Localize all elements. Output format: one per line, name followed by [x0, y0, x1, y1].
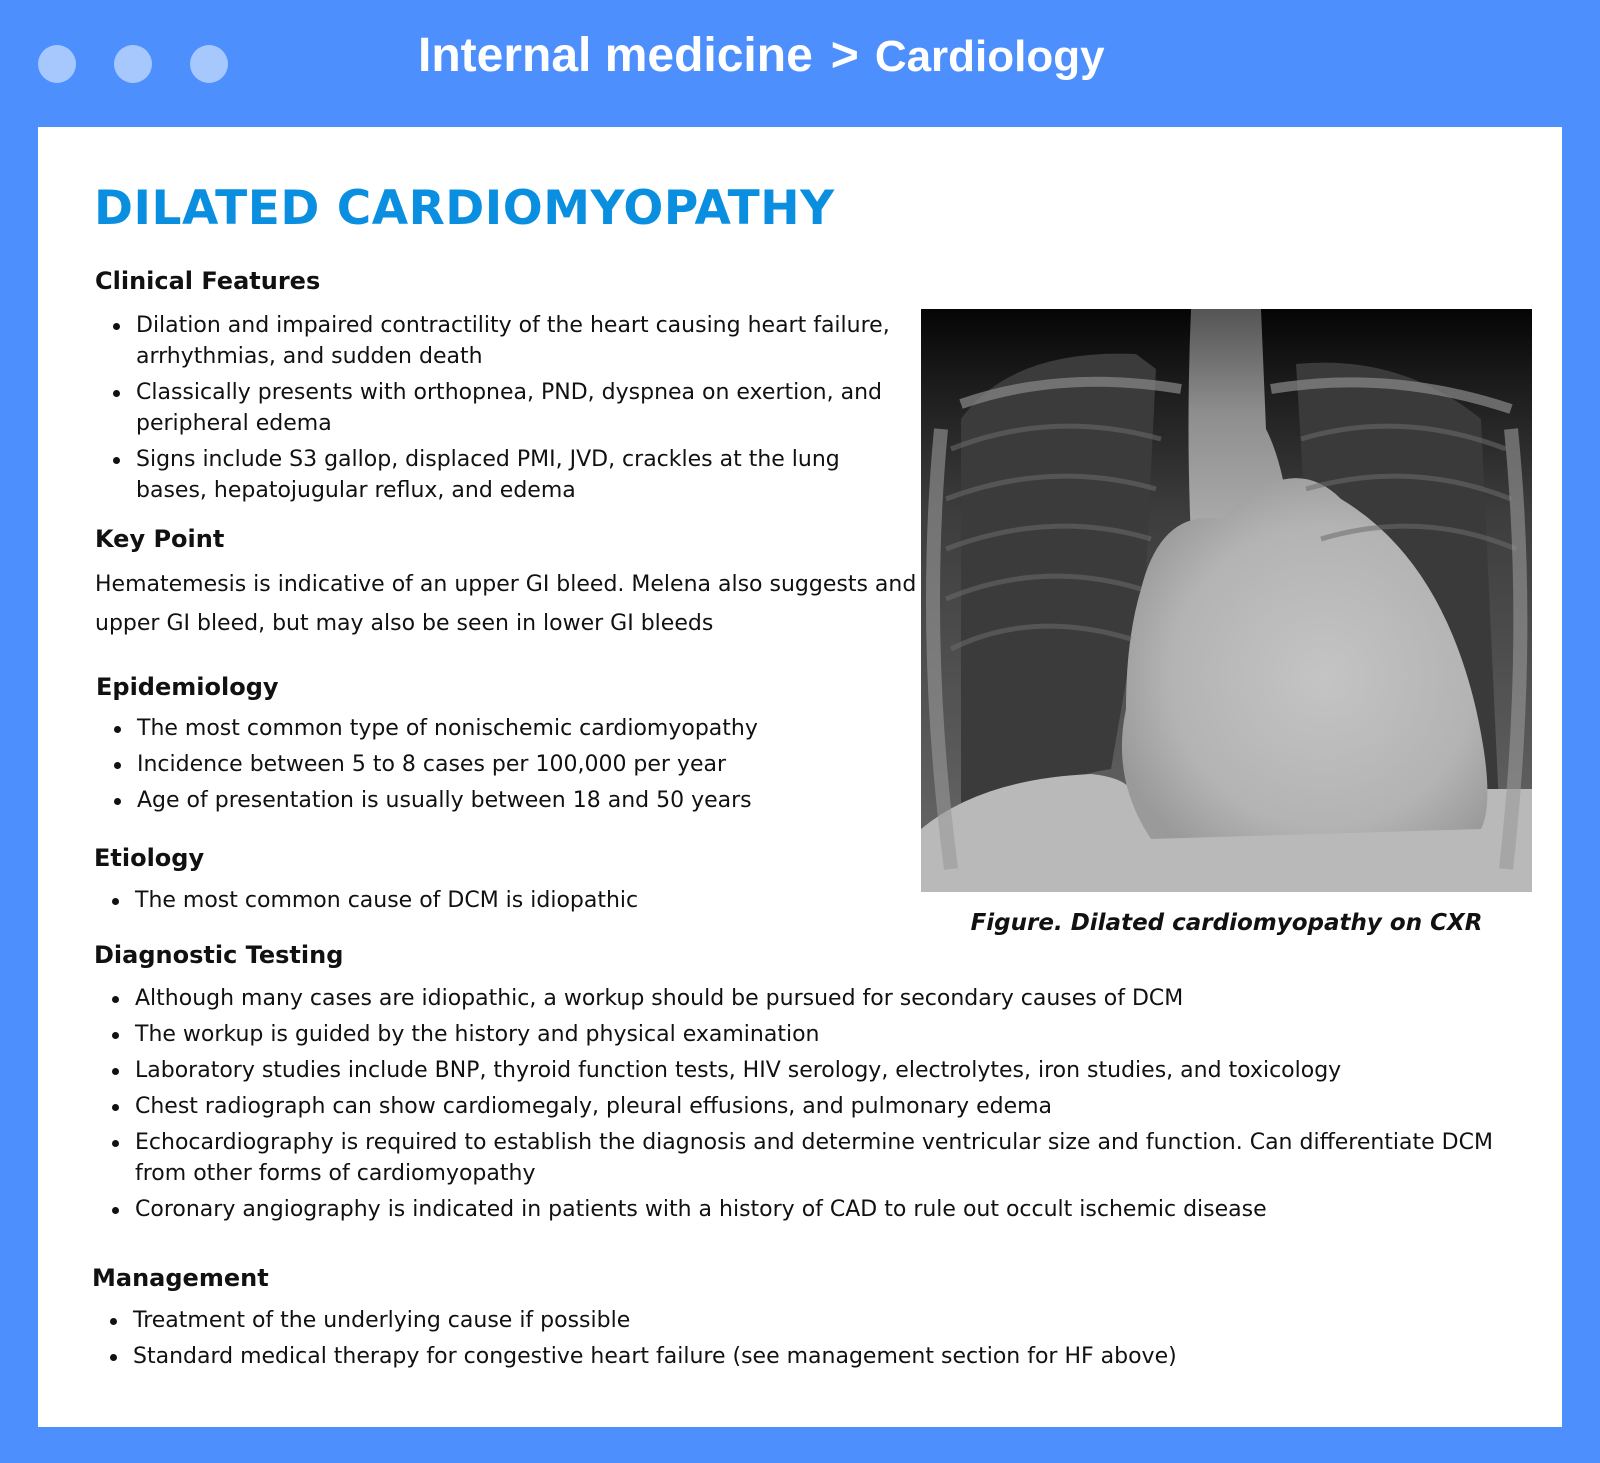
section-heading-diagnostic-testing: Diagnostic Testing — [94, 941, 344, 969]
list-item: Standard medical therapy for congestive heart failure (see management section for HF above) — [92, 1341, 1522, 1372]
window-control-dot[interactable] — [38, 45, 76, 83]
chest-xray-image — [921, 309, 1532, 892]
clinical-features-list — [95, 310, 895, 511]
section-heading-clinical-features: Clinical Features — [95, 267, 321, 295]
list-item: Signs include S3 gallop, displaced PMI, JVD, crackles at the lung bases, hepatojugular reflux, and edema — [95, 444, 895, 506]
chest-xray-illustration — [921, 309, 1532, 892]
list-item: Incidence between 5 to 8 cases per 100,000 per year — [96, 749, 876, 780]
window-control-dot[interactable] — [190, 45, 228, 83]
breadcrumb-separator: > — [830, 29, 859, 82]
list-item: Echocardiography is required to establish the diagnosis and determine ventricular size and function. Can differentiate DCM from other forms of cardiomyopathy — [94, 1127, 1524, 1189]
breadcrumb-item-internal-medicine[interactable]: Internal medicine — [418, 29, 813, 82]
list-item: Although many cases are idiopathic, a workup should be pursued for secondary causes of DCM — [94, 983, 1524, 1014]
content-panel — [38, 127, 1562, 1427]
page-title: DILATED CARDIOMYOPATHY — [94, 181, 835, 236]
list-item: Chest radiograph can show cardiomegaly, pleural effusions, and pulmonary edema — [94, 1091, 1524, 1122]
figure-caption: Figure. Dilated cardiomyopathy on CXR — [970, 910, 1483, 936]
section-heading-management: Management — [92, 1264, 269, 1292]
window-control-dot[interactable] — [114, 45, 152, 83]
etiology-list — [94, 885, 874, 921]
list-item: The workup is guided by the history and physical examination — [94, 1019, 1524, 1050]
section-heading-key-point: Key Point — [95, 525, 225, 553]
diagnostic-testing-list — [94, 983, 1524, 1230]
list-item: The most common type of nonischemic cardiomyopathy — [96, 713, 876, 744]
section-heading-epidemiology: Epidemiology — [96, 673, 279, 701]
list-item: Age of presentation is usually between 18 and 50 years — [96, 785, 876, 816]
list-item: The most common cause of DCM is idiopathic — [94, 885, 874, 916]
section-heading-etiology: Etiology — [94, 844, 205, 872]
breadcrumb — [418, 28, 1105, 83]
breadcrumb-item-cardiology[interactable]: Cardiology — [874, 32, 1105, 81]
key-point-text: Hematemesis is indicative of an upper GI bleed. Melena also suggests and upper GI bleed, but may also be seen in lower GI bleeds — [95, 572, 917, 636]
management-list — [92, 1305, 1522, 1377]
list-item: Treatment of the underlying cause if possible — [92, 1305, 1522, 1336]
list-item: Laboratory studies include BNP, thyroid function tests, HIV serology, electrolytes, iron studies, and toxicology — [94, 1055, 1524, 1086]
list-item: Coronary angiography is indicated in patients with a history of CAD to rule out occult ischemic disease — [94, 1194, 1524, 1225]
list-item: Classically presents with orthopnea, PND, dyspnea on exertion, and peripheral edema — [95, 377, 895, 439]
epidemiology-list — [96, 713, 876, 821]
title-bar — [0, 0, 1600, 127]
list-item: Dilation and impaired contractility of the heart causing heart failure, arrhythmias, and sudden death — [95, 310, 895, 372]
